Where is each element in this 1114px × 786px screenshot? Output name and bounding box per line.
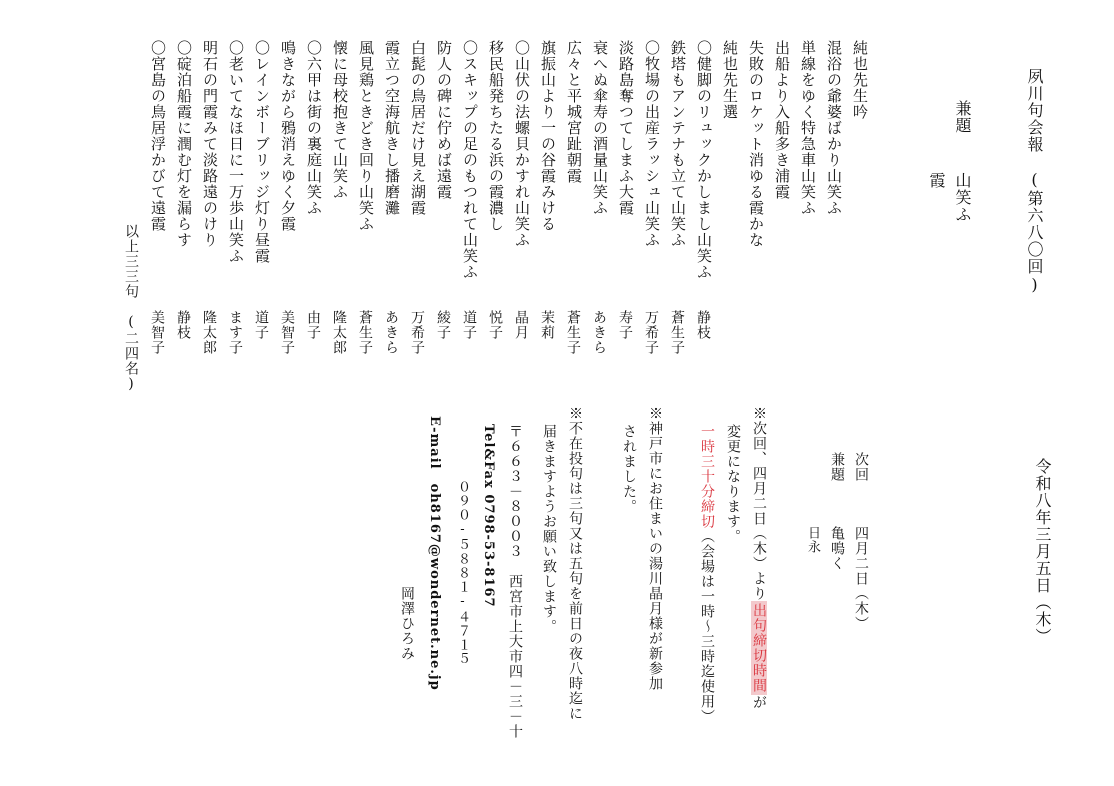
theme-topic-1: 山笑ふ [953,172,972,223]
notice-time-change-suffix: が [751,695,767,710]
poem-author: 綾子 [435,310,451,340]
poem-author: あきら [591,310,607,355]
contact-email: E-mail oh8167@wondernet.ne.jp [427,416,442,691]
poem-author: ます子 [227,310,243,355]
next-theme-label: 兼題 [829,452,845,482]
poem-author: 静枝 [695,310,711,340]
poem-author: 晶月 [513,310,529,340]
junya-sen-heading: 純也先生選 [721,40,739,120]
poem-text: 〇スキップの足のもつれて山笑ふ [461,40,479,280]
poem-author: 悦子 [487,310,503,340]
poem-text: 失敗のロケット消ゆる霞かな [747,40,765,248]
contact-address: 〒６６３－８００３ 西宮市上大市四－三－十 [507,424,523,739]
poem-text: 防人の碑に佇めば遠霞 [435,40,453,200]
venue-hours: （会場は一時～三時迄使用） [699,529,715,724]
notice-absent-submission-line2: 届きますようお願い致します。 [541,424,557,634]
poem-author: 美智子 [149,310,165,355]
poem-author: 蒼生子 [357,310,373,355]
poem-author: 静枝 [175,310,191,340]
poem-text: 鳴きながら鴉消えゆく夕霞 [279,40,297,232]
poem-author: 道子 [253,310,269,340]
poem-author: 万希子 [409,310,425,355]
poem-author: 寿子 [617,310,633,340]
next-theme-2: 日永 [805,526,820,554]
notice-new-member: ※神戸市にお住まいの湯川晶月様が新参加 [647,406,663,691]
poem-text: 風見鶏ときどき回り山笑ふ [357,40,375,232]
poem-text: 懐に母校抱きて山笑ふ [331,40,349,200]
poem-text: 単線をゆく特急車山笑ふ [799,40,817,216]
notice-absent-submission: ※不在投句は三句又は五句を前日の夜八時迄に [567,406,583,721]
poem-text: 鉄塔もアンテナも立て山笑ふ [669,40,687,248]
poem-author: 道子 [461,310,477,340]
deadline-highlight: 出句締切時間 [751,603,767,693]
next-label: 次回 [853,452,869,482]
next-date: 四月二日（木） [853,526,869,631]
deadline-time: 一時三十分締切 [699,424,715,529]
poem-text: 旗振山より一の谷霞みける [539,40,557,232]
poem-author: 茉莉 [539,310,555,340]
poem-text: 〇六甲は街の裏庭山笑ふ [305,40,323,216]
poem-text: 白髭の鳥居だけ見え湖霞 [409,40,427,216]
poem-author: 万希子 [643,310,659,355]
notice-time-change [752,406,766,710]
poem-text: 衰へぬ傘寿の酒量山笑ふ [591,40,609,216]
poem-text: 移民船発ちたる浜の霞濃し [487,40,505,232]
poem-text: 〇牧場の出産ラッシュ山笑ふ [643,40,661,248]
contact-name: 岡澤ひろみ [399,586,415,661]
poem-author: 蒼生子 [565,310,581,355]
poem-author: 隆太郎 [331,310,347,355]
contact-mobile: ０９０-５８８１-４７１５ [455,480,470,666]
poem-text: 混浴の爺婆ばかり山笑ふ [825,40,843,216]
poem-text: 〇山伏の法螺貝かすれ山笑ふ [513,40,531,248]
issue-date: 令和八年三月五日（木） [1033,458,1052,645]
junya-gin-heading: 純也先生吟 [851,40,869,120]
poem-text: 淡路島奪つてしまふ大霞 [617,40,635,216]
theme-topic-2: 霞 [927,172,946,189]
poem-author: 隆太郎 [201,310,217,355]
poem-text: 〇老いてなほ日に一万歩山笑ふ [227,40,245,264]
poem-text: 明石の門霞みて淡路遠のけり [201,40,219,248]
notice-time-change-line2: 変更になります。 [725,424,741,544]
poem-text: 出船より入船多き浦霞 [773,40,791,200]
poem-author: 蒼生子 [669,310,685,355]
theme-label: 兼題 [953,100,972,134]
notice-new-member-line2: されました。 [621,424,637,514]
poem-text: 〇碇泊船霞に潤む灯を漏らす [175,40,193,248]
poem-author: 美智子 [279,310,295,355]
poem-text: 広々と平城宮趾朝霞 [565,40,583,184]
poem-total: 以上三三句 (二四名) [123,224,139,393]
contact-telfax: Tel&Fax 0798-53-8167 [481,424,496,608]
page-title: 夙川句会報 (第六八〇回) [1025,68,1044,295]
poem-text: 〇レインボーブリッジ灯り昼霞 [253,40,271,264]
poem-text: 〇宮島の鳥居浮かびて遠霞 [149,40,167,232]
poem-text: 霞立つ空海航きし播磨灘 [383,40,401,216]
notice-time-change-text: ※次回、四月二日（木）より [751,406,767,601]
poem-text: 〇健脚のリュックかしまし山笑ふ [695,40,713,280]
poem-author: あきら [383,310,399,355]
notice-deadline-line [700,424,714,724]
poem-author: 由子 [305,310,321,340]
next-theme-1: 亀鳴く [829,526,845,571]
